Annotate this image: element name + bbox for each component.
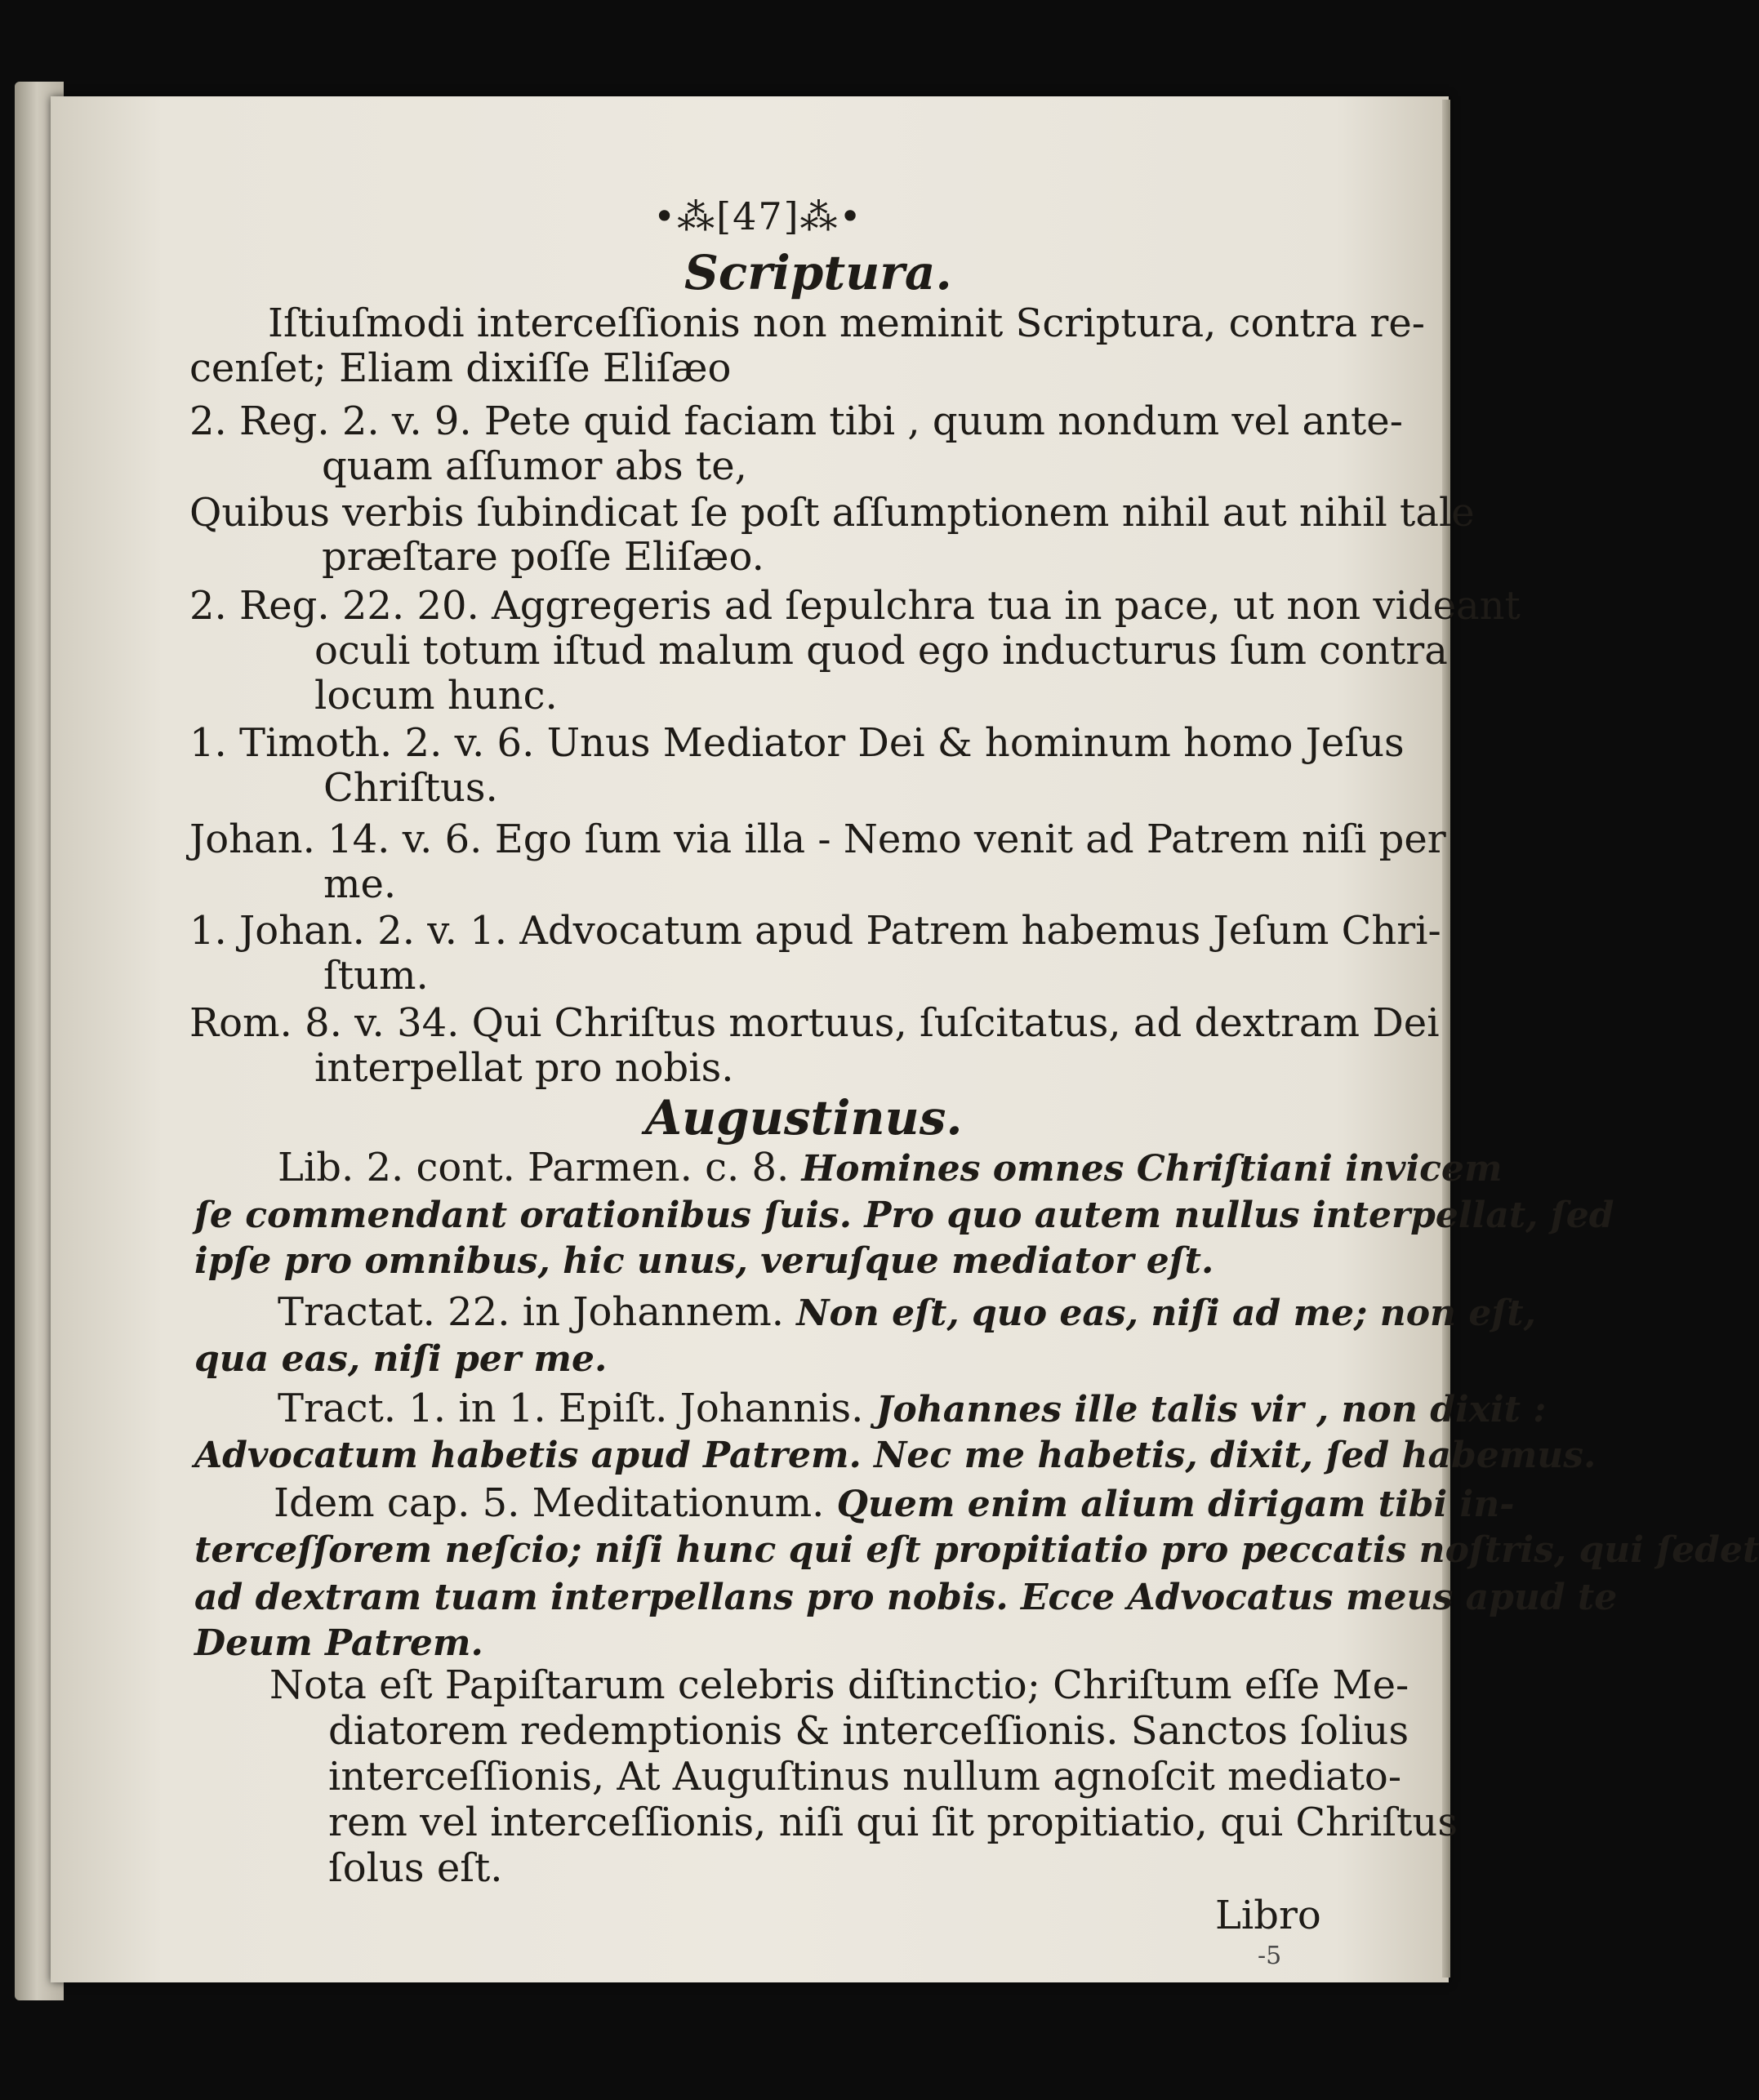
page-fore-edge <box>1442 100 1450 1978</box>
nota-line-3: interceſſionis, At Auguſtinus nullum agnoſcit mediato- <box>328 1754 1402 1800</box>
aug-parmen-line-1 <box>278 1146 1503 1193</box>
heading-scriptura: Scriptura. <box>684 245 952 300</box>
nota-line-4: rem vel interceſſionis, niſi qui ſit propitiatio, qui Chriſtus <box>328 1800 1458 1845</box>
ref-2reg-2-line-1: 2. Reg. 2. v. 9. Pete quid faciam tibi , quum nondum vel ante- <box>189 398 1403 444</box>
nota-line-5: ſolus eſt. <box>328 1845 503 1891</box>
aug-tract-1-line-1 <box>278 1386 1547 1434</box>
aug-tractat-22-line-2: qua eas, niſi per me. <box>194 1338 608 1380</box>
ref-2reg-22-line-3: locum hunc. <box>314 673 558 719</box>
signature-mark: -5 <box>1258 1942 1282 1970</box>
aug-parmen-quote-start: Homines omnes Chriſtiani invicem <box>801 1148 1503 1190</box>
aug-tractat-22-citation: Tractat. 22. in Johannem. <box>278 1289 797 1335</box>
catchword: Libro <box>1215 1893 1321 1938</box>
aug-meditationum-line-3: ad dextram tuam interpellans pro nobis. Ecce Advocatus meus apud te <box>194 1577 1618 1618</box>
heading-augustinus: Augustinus. <box>645 1090 963 1146</box>
ref-2reg-22-line-1: 2. Reg. 22. 20. Aggregeris ad ſepulchra tua in pace, ut non videant <box>189 583 1521 629</box>
aug-meditationum-line-4: Deum Patrem. <box>194 1622 483 1664</box>
page-number-header: •⁂[47]⁂• <box>653 194 863 238</box>
aug-parmen-line-3: ipſe pro omnibus, hic unus, veruſque mediator eſt. <box>194 1240 1214 1282</box>
aug-parmen-line-2: ſe commendant orationibus ſuis. Pro quo autem nullus interpellat, ſed <box>194 1195 1614 1236</box>
ref-2reg-2-line-2: quam aſſumor abs te, <box>322 443 747 489</box>
nota-line-1: Nota eſt Papiſtarum celebris diſtinctio; Chriſtum eſſe Me- <box>269 1662 1409 1708</box>
ref-2reg-22-line-2: oculi totum iſtud malum quod ego inducturus ſum contra <box>314 628 1448 674</box>
scriptura-intro-line-1: Iſtiuſmodi interceſſionis non meminit Scriptura, contra re- <box>268 300 1425 346</box>
nota-line-2: diatorem redemptionis & interceſſionis. Sanctos ſolius <box>328 1708 1409 1754</box>
ref-johan14-line-1: Johan. 14. v. 6. Ego ſum via illa - Nemo venit ad Patrem niſi per <box>189 816 1446 862</box>
aug-tract-1-quote-start: Johannes ille talis vir , non dixit : <box>875 1389 1547 1430</box>
aug-meditationum-line-2: terceſſorem neſcio; niſi hunc qui eſt propitiatio pro peccatis noſtris, qui ſedet <box>194 1529 1759 1571</box>
aug-meditationum-quote-start: Quem enim alium dirigam tibi in- <box>836 1484 1515 1525</box>
quibus-line-2: præſtare poſſe Eliſæo. <box>322 534 764 580</box>
ref-1johan2-line-1: 1. Johan. 2. v. 1. Advocatum apud Patrem habemus Jeſum Chri- <box>189 908 1441 954</box>
ref-1tim-line-2: Chriſtus. <box>323 765 498 811</box>
aug-meditationum-line-1 <box>274 1481 1515 1528</box>
scriptura-intro-line-2: cenſet; Eliam dixiſſe Eliſæo <box>189 345 732 391</box>
aug-meditationum-citation: Idem cap. 5. Meditationum. <box>274 1480 837 1526</box>
aug-parmen-citation: Lib. 2. cont. Parmen. c. 8. <box>278 1145 802 1190</box>
aug-tract-1-line-2: Advocatum habetis apud Patrem. Nec me habetis, dixit, ſed habemus. <box>194 1435 1596 1476</box>
ref-johan14-line-2: me. <box>323 861 397 907</box>
aug-tractat-22-line-1 <box>278 1290 1536 1337</box>
ref-1tim-line-1: 1. Timoth. 2. v. 6. Unus Mediator Dei & hominum homo Jeſus <box>189 720 1405 766</box>
quibus-line-1: Quibus verbis ſubindicat ſe poſt aſſumptionem nihil aut nihil tale <box>189 490 1475 536</box>
aug-tractat-22-quote-start: Non eſt, quo eas, niſi ad me; non eſt, <box>796 1292 1536 1334</box>
ref-1johan2-line-2: ſtum. <box>323 953 429 999</box>
ref-rom8-line-1: Rom. 8. v. 34. Qui Chriſtus mortuus, ſuſcitatus, ad dextram Dei <box>189 1000 1440 1046</box>
ref-rom8-line-2: interpellat pro nobis. <box>314 1045 734 1091</box>
aug-tract-1-citation: Tract. 1. in 1. Epiſt. Johannis. <box>278 1386 876 1431</box>
